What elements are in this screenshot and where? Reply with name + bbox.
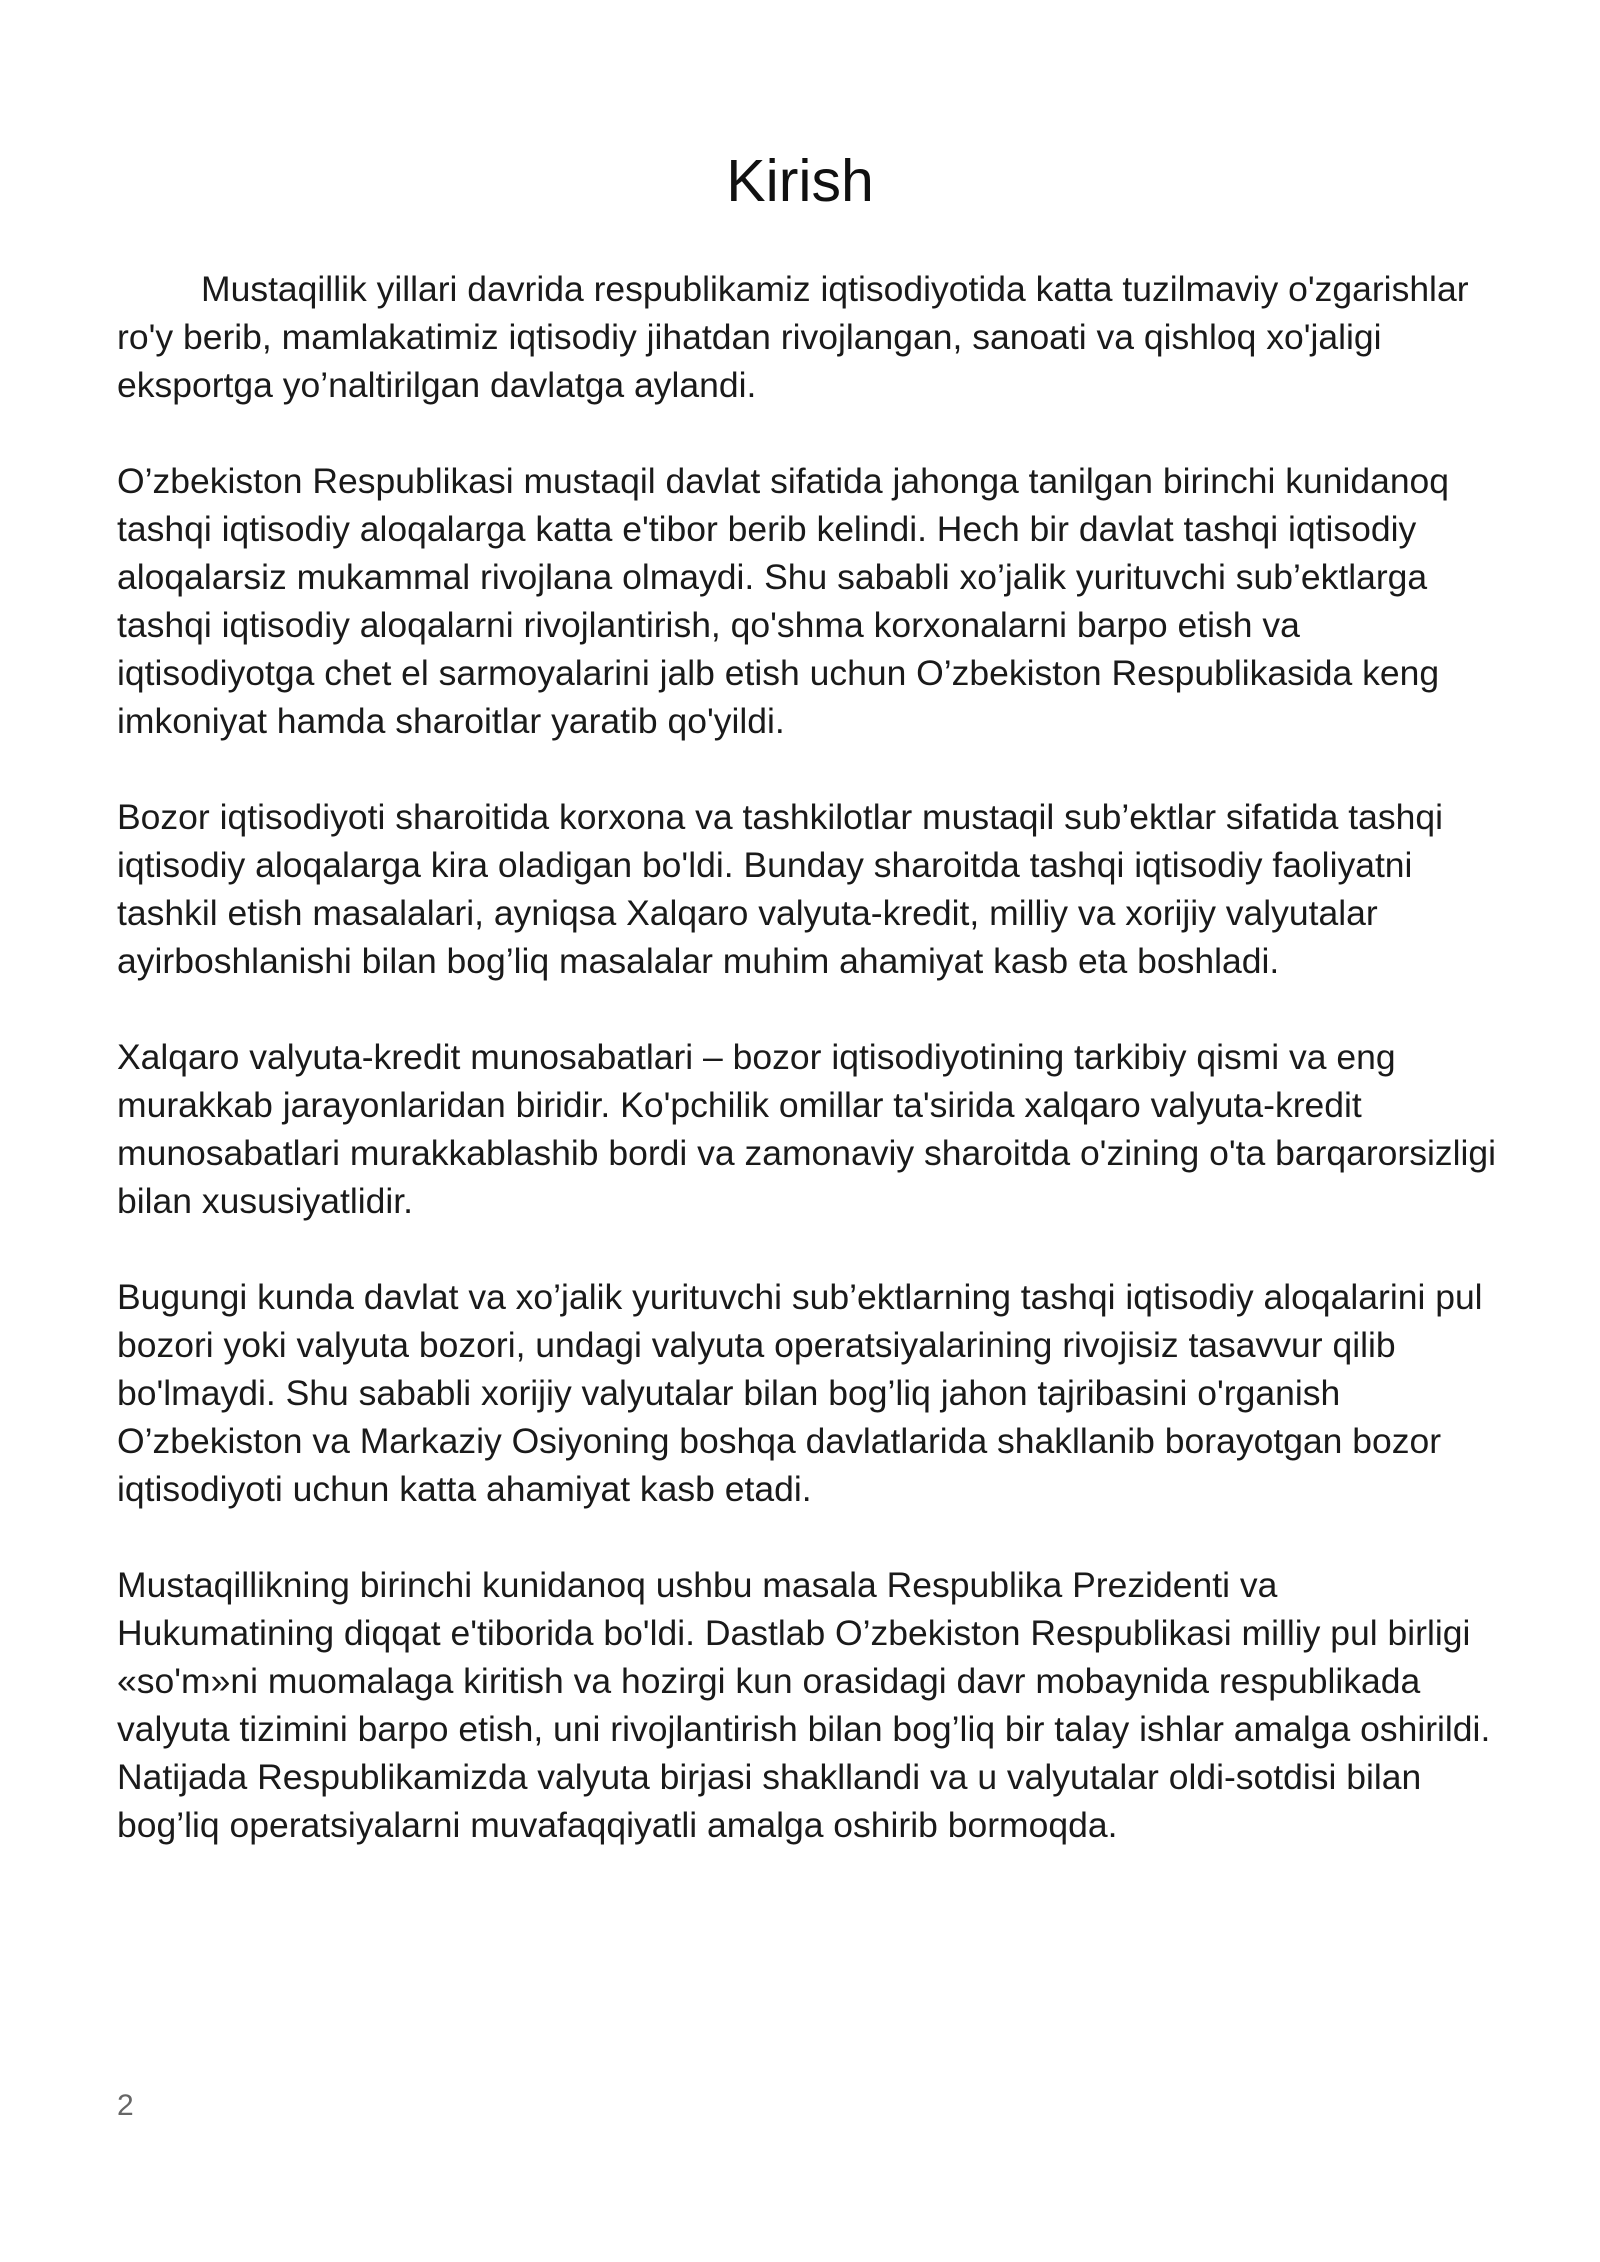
page-title: Kirish bbox=[726, 148, 874, 214]
paragraph-5: Bugungi kunda davlat va xo’jalik yurituvchi sub’ektlarning tashqi iqtisodiy aloqalarini pul bozori yoki valyuta bozori, undagi valyuta operatsiyalarining rivojisiz tasavvur qilib bo'lmaydi. Shu sababli xorijiy valyutalar bilan bog’liq jahon tajribasini o'rganish O’zbekiston va Markaziy Osiyoning boshqa davlatlarida shakllanib borayotgan bozor iqtisodiyoti uchun katta ahamiyat kasb etadi. bbox=[117, 1277, 1483, 1509]
paragraph-4: Xalqaro valyuta-kredit munosabatlari – bozor iqtisodiyotining tarkibiy qismi va eng murakkab jarayonlaridan biridir. Ko'pchilik omillar ta'sirida xalqaro valyuta-kredit munosabatlari murakkablashib bordi va zamonaviy sharoitda o'zining o'ta barqarorsizligi bilan xususiyatlidir. bbox=[117, 1037, 1497, 1221]
page-number: 2 bbox=[117, 2089, 134, 2122]
body-text bbox=[117, 265, 1502, 1897]
paragraph-3: Bozor iqtisodiyoti sharoitida korxona va tashkilotlar mustaqil sub’ektlar sifatida tashqi iqtisodiy aloqalarga kira oladigan bo'ldi. Bunday sharoitda tashqi iqtisodiy faoliyatni tashkil etish masalalari, ayniqsa Xalqaro valyuta-kredit, milliy va xorijiy valyutalar ayirboshlanishi bilan bog’liq masalalar muhim ahamiyat kasb eta boshladi. bbox=[117, 797, 1443, 981]
paragraph-6: Mustaqillikning birinchi kunidanoq ushbu masala Respublika Prezidenti va Hukumatining diqqat e'tiborida bo'ldi. Dastlab O’zbekiston Respublikasi milliy pul birligi «so'm»ni muomalaga kiritish va hozirgi kun orasidagi davr mobaynida respublikada valyuta tizimini barpo etish, uni rivojlantirish bilan bog’liq bir talay ishlar amalga oshirildi. Natijada Respublikamizda valyuta birjasi shakllandi va u valyutalar oldi-sotdisi bilan bog’liq operatsiyalarni muvafaqqiyatli amalga oshirib bormoqda. bbox=[117, 1565, 1491, 1845]
paragraph-1: Mustaqillik yillari davrida respublikamiz iqtisodiyotida katta tuzilmaviy o'zgarishlar ro'y berib, mamlakatimiz iqtisodiy jihatdan rivojlangan, sanoati va qishloq xo'jaligi eksportga yo’naltirilgan davlatga aylandi. bbox=[117, 269, 1469, 405]
paragraph-2: O’zbekiston Respublikasi mustaqil davlat sifatida jahonga tanilgan birinchi kunidanoq tashqi iqtisodiy aloqalarga katta e'tibor berib kelindi. Hech bir davlat tashqi iqtisodiy aloqalarsiz mukammal rivojlana olmaydi. Shu sababli xo’jalik yurituvchi sub’ektlarga tashqi iqtisodiy aloqalarni rivojlantirish, qo'shma korxonalarni barpo etish va iqtisodiyotga chet el sarmoyalarini jalb etish uchun O’zbekiston Respublikasida keng imkoniyat hamda sharoitlar yaratib qo'yildi. bbox=[117, 461, 1450, 741]
